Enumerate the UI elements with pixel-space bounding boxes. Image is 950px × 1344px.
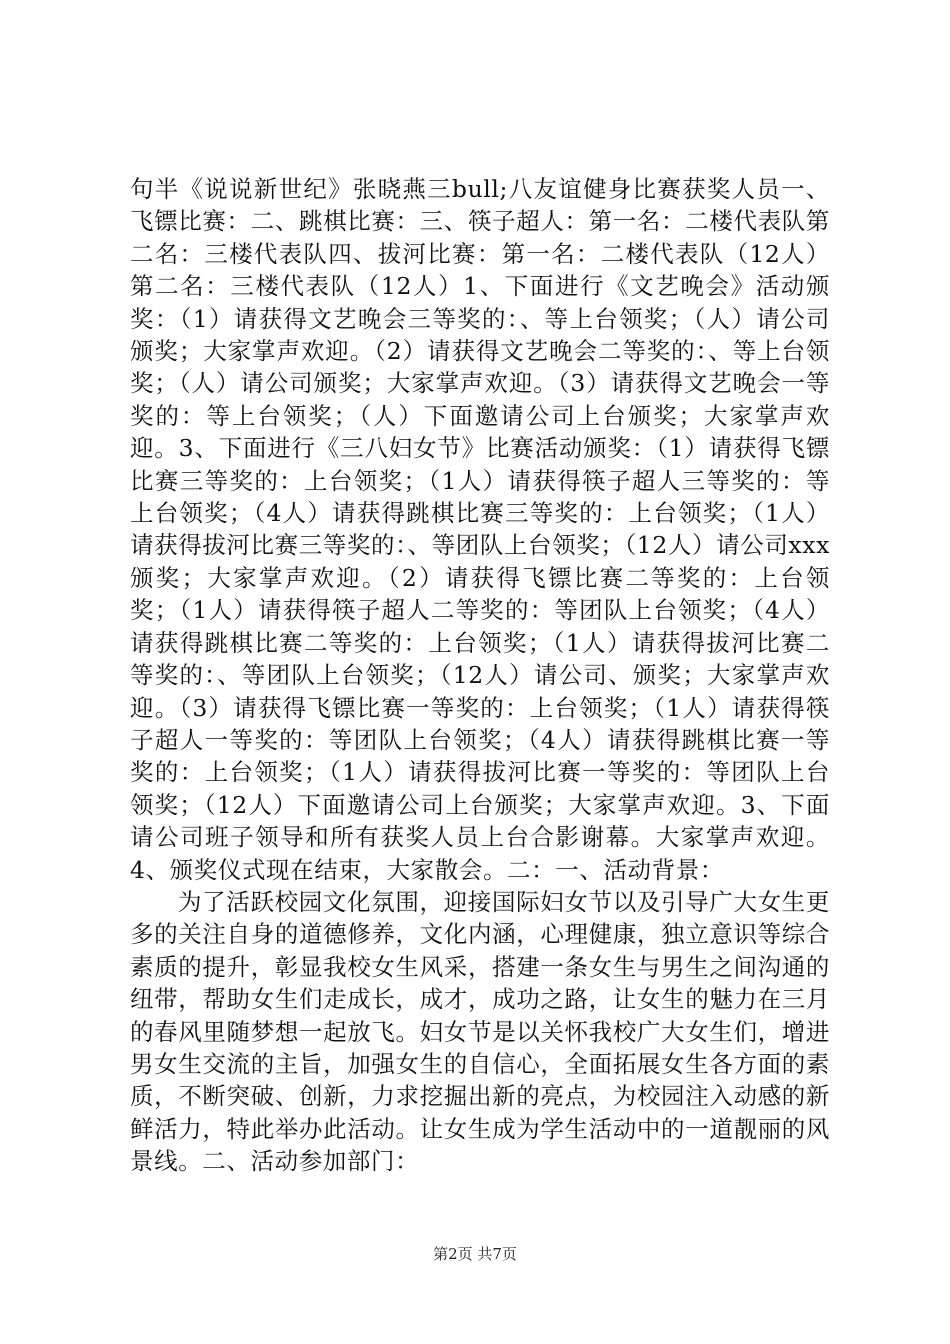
paragraph-awards-ceremony: 句半《说说新世纪》张晓燕三bull;八友谊健身比赛获奖人员一、飞镖比赛：二、跳棋比赛：三、筷子超人：第一名：二楼代表队第二名：三楼代表队四、拔河比赛：第一名：二楼代表队（12人）第二名：三楼代表队（12人）1、下面进行《文艺晚会》活动颁奖：（1）请获得文艺晚会三等奖的：、等上台领奖；（人）请公司颁奖；大家掌声欢迎。（2）请获得文艺晚会二等奖的：、等上台领奖；（人）请公司颁奖；大家掌声欢迎。（3）请获得文艺晚会一等奖的：等上台领奖；（人）下面邀请公司上台颁奖；大家掌声欢迎。3、下面进行《三八妇女节》比赛活动颁奖：（1）请获得飞镖比赛三等奖的：上台领奖；（1人）请获得筷子超人三等奖的：等上台领奖；（4人）请获得跳棋比赛三等奖的：上台领奖；（1人）请获得拔河比赛三等奖的：、等团队上台领奖；（12人）请公司xxx颁奖；大家掌声欢迎。（2）请获得飞镖比赛二等奖的：上台领奖；（1人）请获得筷子超人二等奖的：等团队上台领奖；（4人）请获得跳棋比赛二等奖的：上台领奖；（1人）请获得拔河比赛二等奖的：、等团队上台领奖；（12人）请公司、颁奖；大家掌声欢迎。（3）请获得飞镖比赛一等奖的：上台领奖；（1人）请获得筷子超人一等奖的：等团队上台领奖；（4人）请获得跳棋比赛一等奖的：上台领奖；（1人）请获得拔河比赛一等奖的：等团队上台领奖；（12人）下面邀请公司上台颁奖；大家掌声欢迎。3、下面请公司班子领导和所有获奖人员上台合影谢幕。大家掌声欢迎。4、颁奖仪式现在结束，大家散会。二：一、活动背景： [130, 175, 830, 884]
paragraph-activity-background: 为了活跃校园文化氛围，迎接国际妇女节以及引导广大女生更多的关注自身的道德修养，文化内涵，心理健康，独立意识等综合素质的提升，彰显我校女生风采，搭建一条女生与男生之间沟通的纽带，帮助女生们走成长，成才，成功之路，让女生的魅力在三月的春风里随梦想一起放飞。妇女节是以关怀我校广大女生们，增进男女生交流的主旨，加强女生的自信心，全面拓展女生各方面的素质，不断突破、创新，力求挖掘出新的亮点，为校园注入动感的新鲜活力，特此举办此活动。让女生成为学生活动中的一道靓丽的风景线。二、活动参加部门： [130, 887, 830, 1176]
page-number-footer: 第2页 共7页 [433, 1245, 517, 1263]
document-body [130, 173, 830, 1178]
